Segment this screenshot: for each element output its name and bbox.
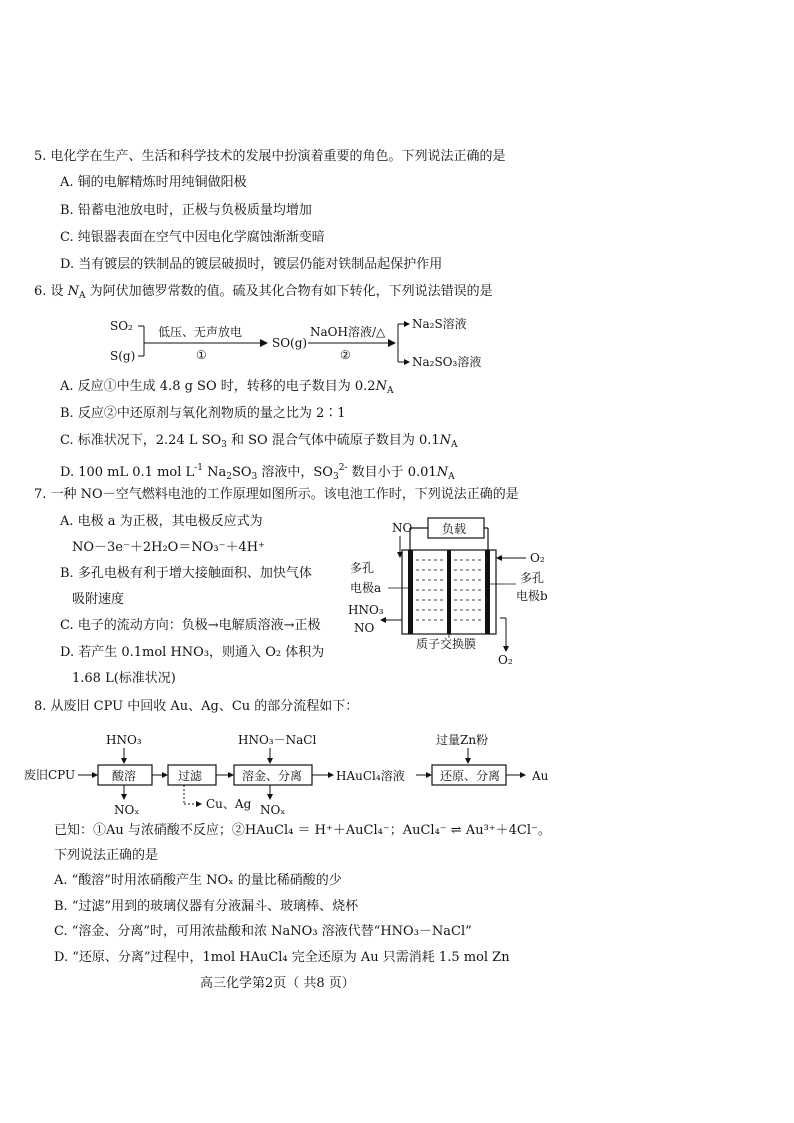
- q8-nox-2: NOₓ: [260, 803, 286, 817]
- q6-condition-2: NaOH溶液/△: [310, 325, 386, 339]
- q8-reagent-hno3: HNO₃: [106, 733, 142, 747]
- q7-o2-inlet-label: O₂: [530, 551, 545, 565]
- q8-haucl4: HAuCl₄溶液: [336, 769, 405, 783]
- q8-nox-1: NOₓ: [114, 803, 140, 817]
- q8-product-au: Au: [532, 769, 549, 783]
- q7-o2-outlet-arrow: [503, 646, 509, 652]
- q8-box-reduce-label: 还原、分离: [440, 769, 501, 783]
- q7-option-a-line2: NO－3e⁻＋2H₂O＝NO₃⁻＋4H⁺: [72, 540, 265, 555]
- q7-membrane-label: 质子交换膜: [416, 637, 477, 651]
- q8-stem: 8. 从废旧 CPU 中回收 Au、Ag、Cu 的部分流程如下：: [34, 699, 359, 714]
- q6-conversion-diagram: [100, 312, 500, 372]
- q8-source: 废旧CPU: [24, 768, 76, 782]
- q7-electrode-b-label-2: 电极b: [516, 589, 548, 603]
- q7-fuel-cell-diagram: [340, 512, 560, 667]
- q6-so2: SO₂: [110, 319, 133, 333]
- q8-cu-ag: Cu、Ag: [206, 797, 252, 811]
- q7-option-c: C. 电子的流动方向：负极→电解质溶液→正极: [60, 618, 321, 633]
- q5-stem: 5. 电化学在生产、生活和科学技术的发展中扮演着重要的角色。下列说法正确的是: [34, 149, 506, 164]
- q8-option-b: B. “过滤”用到的玻璃仪器有分液漏斗、玻璃棒、烧杯: [54, 899, 359, 914]
- q7-electrode-a: [408, 550, 413, 634]
- q6-step-2: ②: [340, 348, 351, 362]
- q7-option-b-line1: B. 多孔电极有利于增大接触面积、加快气体: [60, 566, 312, 581]
- q8-reagent-hno3-nacl: HNO₃－NaCl: [238, 733, 317, 747]
- q8-box-dissolve-gold-label: 溶金、分离: [242, 769, 303, 783]
- q6-product-2: Na₂SO₃溶液: [412, 355, 482, 369]
- q8-option-c: C. “溶金、分离”时，可用浓盐酸和浓 NaNO₃ 溶液代替“HNO₃－NaCl”: [54, 924, 472, 939]
- q7-o2-outlet-label: O₂: [498, 653, 513, 667]
- q6-condition-1: 低压、无声放电: [158, 325, 243, 339]
- q5-option-b: B. 铅蓄电池放电时，正极与负极质量均增加: [60, 203, 312, 218]
- q7-proton-membrane: [447, 550, 451, 634]
- q7-option-a-line1: A. 电极 a 为正极，其电极反应式为: [60, 514, 263, 529]
- q8-box-filter-label: 过滤: [178, 769, 203, 783]
- q7-option-d-line2: 1.68 L(标准状况): [72, 671, 176, 686]
- q7-load-label: 负载: [442, 522, 467, 536]
- q6-option-d: D. 100 mL 0.1 mol $L^{-1}$ $Na_2SO_3$ 溶液中，$SO_3^{2-}$ 数目小于 $0.01N_A$: [60, 463, 455, 482]
- q8-reagent-zn: 过量Zn粉: [436, 733, 489, 747]
- q7-electrode-a-label-2: 电极a: [350, 581, 382, 595]
- q8-known: 已知：①Au 与浓硝酸不反应；②HAuCl₄ ＝ H⁺＋AuCl₄⁻；AuCl₄⁻ ⇌ Au³⁺＋4Cl⁻。: [54, 823, 551, 838]
- q8-box-acid-dissolve-label: 酸溶: [112, 769, 137, 783]
- page-footer: 高三化学第2页（ 共8 页）: [200, 976, 355, 991]
- q6-option-c: C. 标准状况下，2.24 L $SO_3$ 和 SO 混合气体中硫原子数目为 $0.1N_A$: [60, 433, 458, 450]
- q6-sg: S(g): [110, 349, 136, 363]
- q6-stem: 6. 设 $N_A$ 为阿伏加德罗常数的值。硫及其化合物有如下转化，下列说法错误的是: [34, 284, 493, 301]
- q7-no-inlet-label: NO: [392, 521, 413, 535]
- q7-electrode-b: [485, 550, 490, 634]
- q7-stem: 7. 一种 NO－空气燃料电池的工作原理如图所示。该电池工作时，下列说法正确的是: [34, 487, 519, 502]
- q7-hno3-outlet-label: HNO₃: [348, 603, 384, 617]
- q8-option-d: D. “还原、分离”过程中，1mol HAuCl₄ 完全还原为 Au 只需消耗 1.5 mol Zn: [54, 950, 510, 965]
- q6-step-1: ①: [196, 348, 207, 362]
- q6-sog: SO(g): [272, 336, 308, 350]
- q5-option-c: C. 纯银器表面在空气中因电化学腐蚀渐渐变暗: [60, 230, 325, 245]
- q7-electrode-b-label-1: 多孔: [520, 571, 545, 585]
- q5-option-a: A. 铜的电解精炼时用纯铜做阳极: [60, 175, 247, 190]
- q7-option-b-line2: 吸附速度: [72, 592, 125, 607]
- q6-option-a: A. 反应①中生成 4.8 g SO 时，转移的电子数目为 $0.2N_A$: [60, 379, 394, 396]
- q8-ask: 下列说法正确的是: [54, 848, 159, 863]
- q7-no-outlet-label: NO: [354, 621, 375, 635]
- q8-flow-diagram: [22, 728, 562, 823]
- q7-o2-inlet-arrow: [496, 555, 502, 561]
- q8-option-a: A. “酸溶”时用浓硝酸产生 NOₓ 的量比稀硝酸的少: [54, 873, 342, 888]
- q5-option-d: D. 当有镀层的铁制品的镀层破损时，镀层仍能对铁制品起保护作用: [60, 257, 443, 272]
- q7-outlet-arrow: [380, 617, 386, 623]
- q7-option-d-line1: D. 若产生 0.1mol HNO₃，则通入 O₂ 体积为: [60, 645, 325, 660]
- q6-option-b: B. 反应②中还原剂与氧化剂物质的量之比为 2∶1: [60, 406, 346, 421]
- q7-electrode-a-label-1: 多孔: [350, 561, 375, 575]
- q6-product-1: Na₂S溶液: [412, 317, 467, 331]
